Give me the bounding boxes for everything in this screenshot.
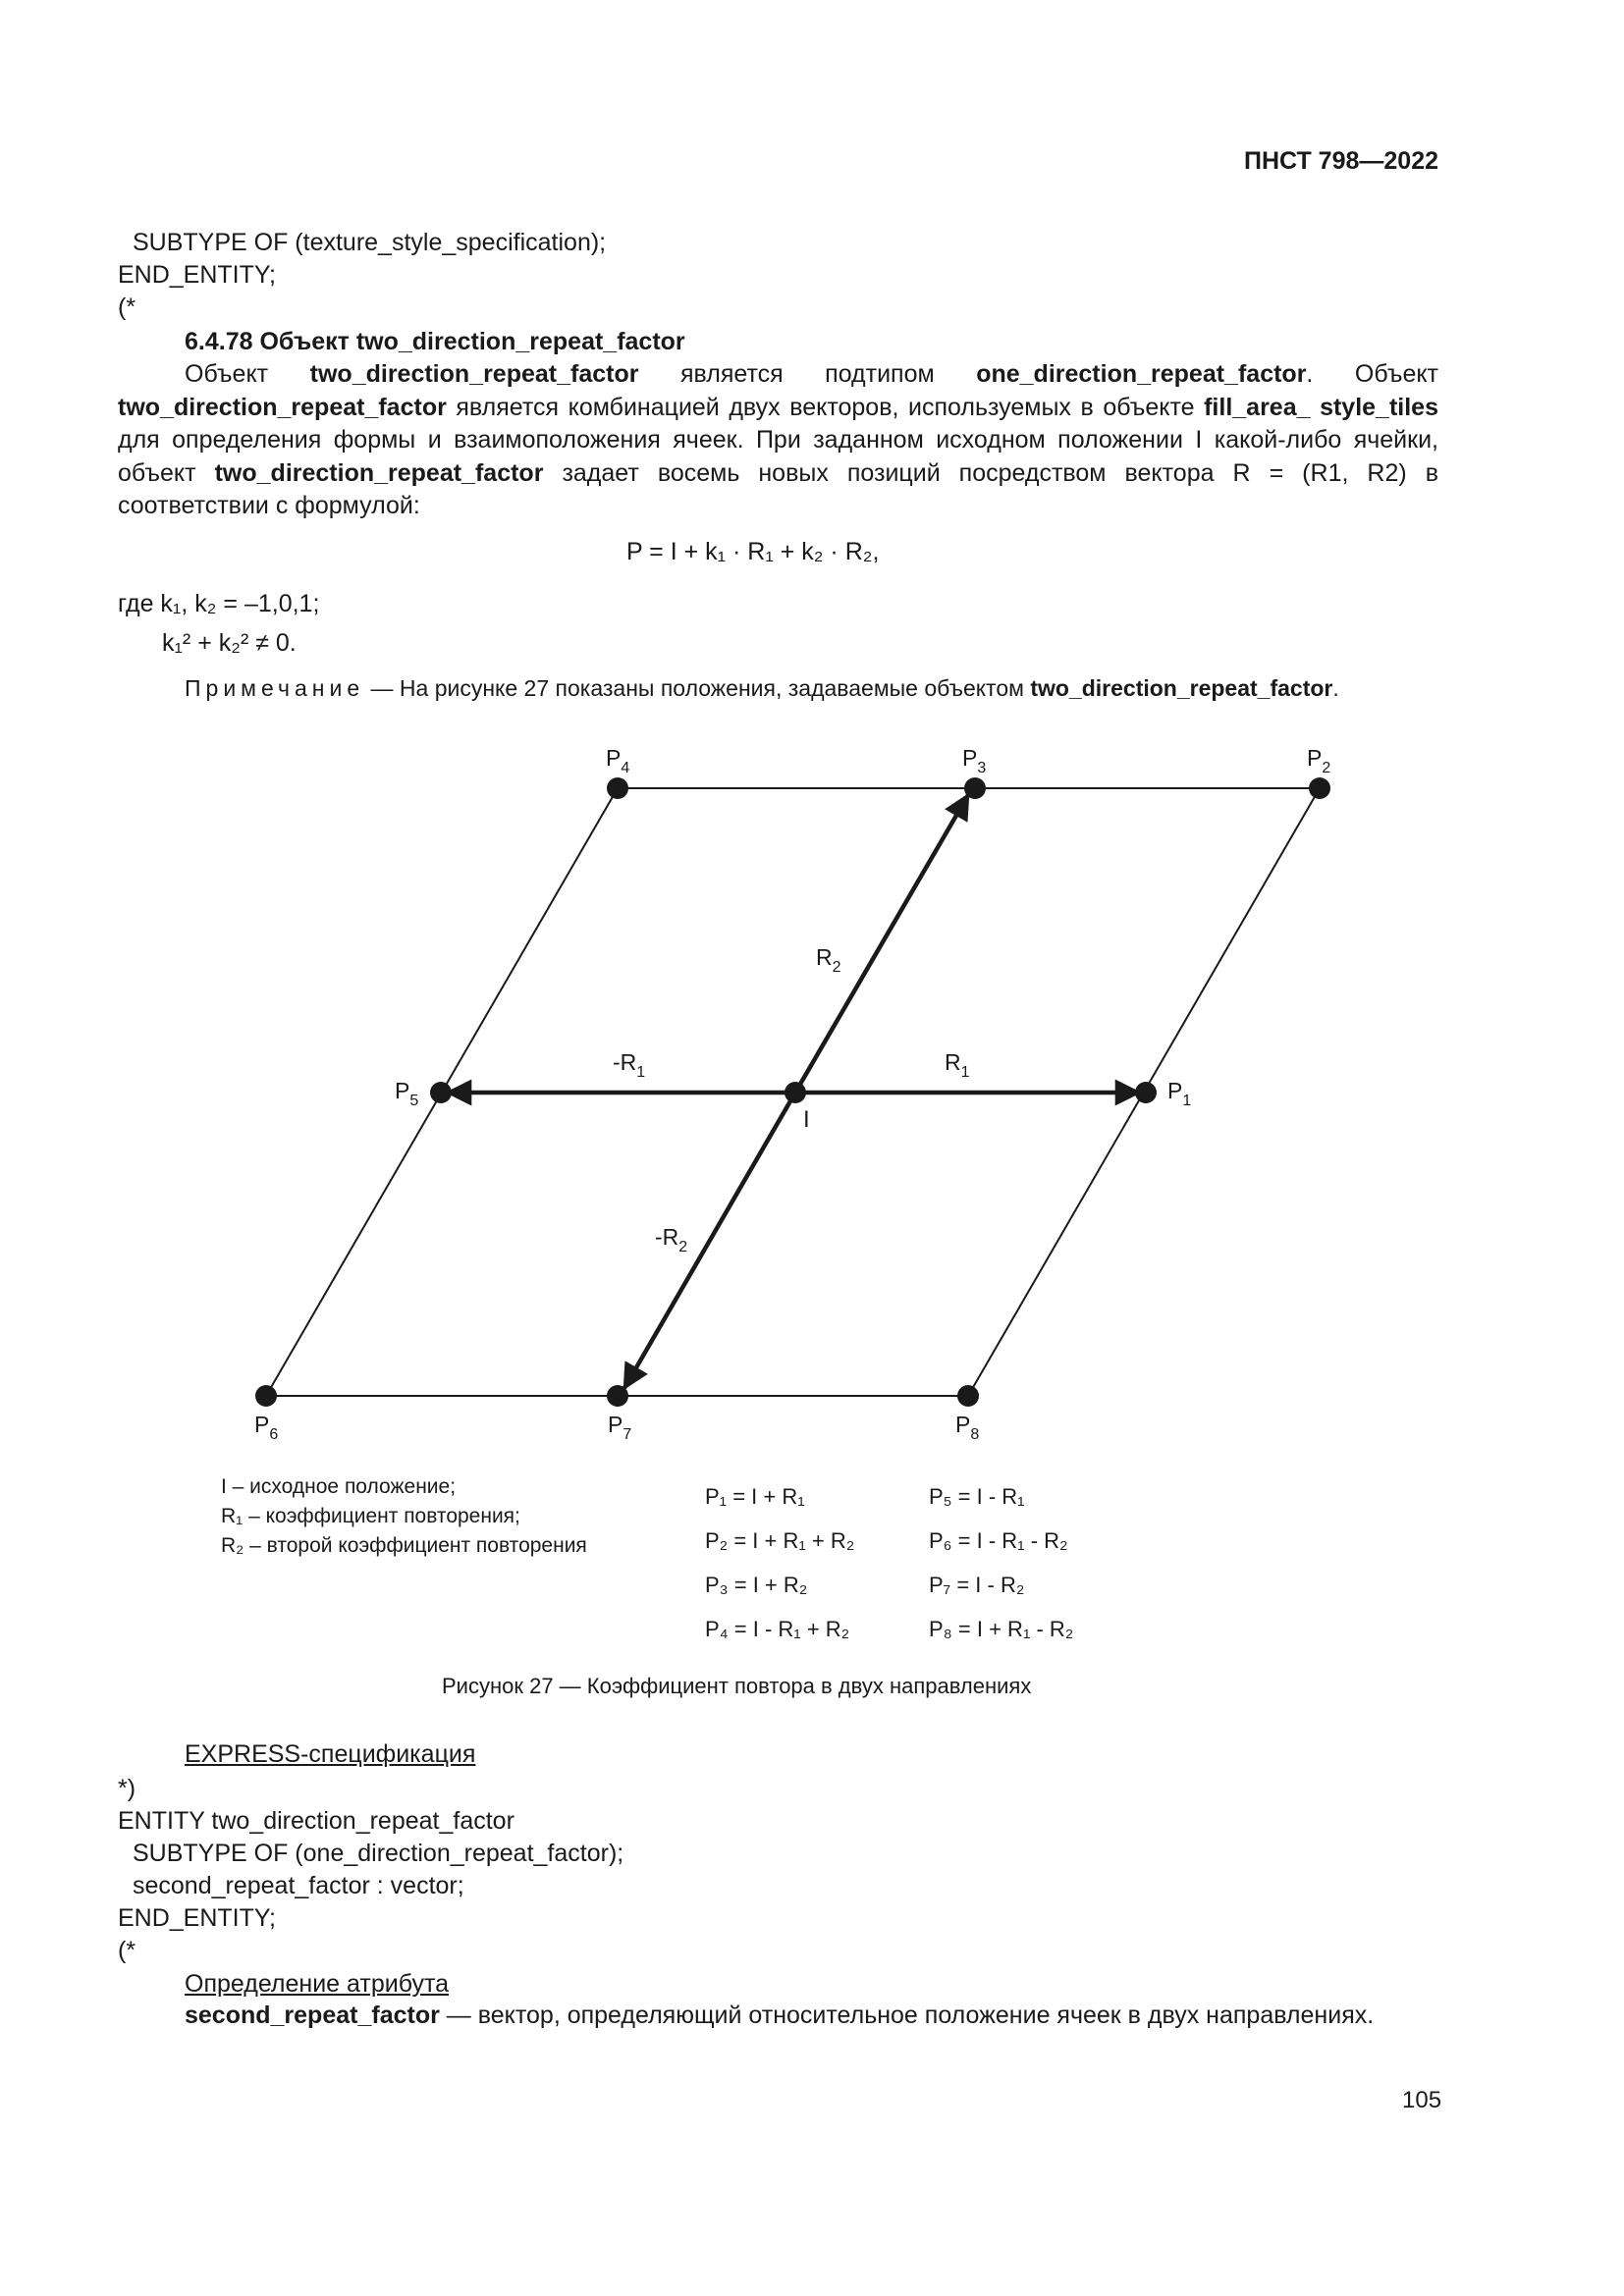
label-r2: $R_2$: [816, 944, 841, 976]
legend-item: I – исходное положение;: [221, 1475, 457, 1498]
label-p3: $P_3$: [962, 745, 987, 776]
equation: P₄ = I - R₁ + R₂: [705, 1617, 850, 1641]
attribute-name: second_repeat_factor: [185, 2002, 440, 2029]
label-p7: $P_7$: [608, 1412, 632, 1443]
page-number: 105: [1402, 2087, 1442, 2113]
point-p6: [255, 1385, 277, 1407]
label-p2: $P_2$: [1307, 745, 1331, 776]
note-text-end: .: [1332, 675, 1339, 701]
equation: P₂ = I + R₁ + R₂: [705, 1528, 855, 1553]
formula-condition: k₁² + k₂² ≠ 0.: [162, 629, 297, 657]
para-text: является комбинацией двух векторов, используемых в объекте: [446, 393, 1205, 421]
label-p8: $P_8$: [955, 1412, 980, 1443]
code-line-end-entity: END_ENTITY;: [118, 261, 276, 289]
figure-legend: [221, 1472, 587, 1561]
para-text: задает восемь новых позиций посредством вектора R = (R1, R2) в соответствии с формулой:: [118, 458, 1438, 519]
document-standard-number: ПНСТ 798—2022: [1244, 147, 1438, 175]
note-term: two_direction_repeat_factor: [1030, 675, 1333, 701]
para-term: fill_area_ style_tiles: [1204, 393, 1438, 421]
formula-main: P = I + k₁ · R₁ + k₂ · R₂,: [626, 538, 880, 565]
para-text: Объект: [185, 360, 310, 388]
label-neg-r2: $-R_2$: [655, 1224, 688, 1255]
point-p7: [607, 1385, 628, 1407]
label-p1: $P_1$: [1167, 1078, 1192, 1109]
figure-caption: Рисунок 27 — Коэффициент повтора в двух направлениях: [442, 1674, 1032, 1698]
point-p8: [957, 1385, 979, 1407]
point-p4: [607, 777, 628, 799]
express-line: SUBTYPE OF (one_direction_repeat_factor);: [133, 1840, 624, 1867]
para-term: one_direction_repeat_factor: [976, 360, 1307, 388]
para-term: two_direction_repeat_factor: [309, 360, 639, 388]
express-line: *): [118, 1775, 136, 1802]
equation: P₆ = I - R₁ - R₂: [929, 1528, 1068, 1553]
attribute-heading: Определение атрибута: [185, 1970, 450, 1998]
vector-neg-r2-arrow: [624, 1093, 795, 1388]
attribute-paragraph: [118, 2000, 1438, 2033]
label-p6: $P_6$: [254, 1412, 279, 1443]
label-neg-r1: $-R_1$: [613, 1049, 646, 1081]
express-line: (*: [118, 1937, 136, 1964]
label-p4: $P_4$: [606, 745, 630, 776]
para-text: для определения формы и взаимоположения ячеек. При заданном исходном положении I какой-либо ячейки, объект: [118, 426, 1438, 487]
label-r1: $R_1$: [945, 1049, 970, 1081]
note-label: Примечание: [185, 675, 365, 701]
equation: P₃ = I + R₂: [705, 1573, 808, 1597]
equations-right: [929, 1474, 1073, 1651]
label-origin: I: [803, 1106, 810, 1133]
para-term: two_direction_repeat_factor: [118, 393, 447, 421]
point-p2: [1309, 777, 1330, 799]
equations-left: [705, 1474, 854, 1651]
para-term: two_direction_repeat_factor: [214, 458, 544, 487]
para-text: . Объект: [1306, 360, 1439, 388]
point-origin: [785, 1082, 806, 1103]
equation: P₇ = I - R₂: [929, 1573, 1025, 1597]
attribute-text: — вектор, определяющий относительное положение ячеек в двух направлениях.: [439, 2002, 1375, 2029]
para-text: является подтипом: [638, 360, 977, 388]
point-p5: [430, 1082, 452, 1103]
code-line-subtype: SUBTYPE OF (texture_style_specification);: [133, 229, 607, 256]
code-line-comment-open: (*: [118, 294, 136, 321]
express-line: END_ENTITY;: [118, 1904, 276, 1932]
equation: P₈ = I + R₁ - R₂: [929, 1617, 1074, 1641]
legend-item: R₁ – коэффициент повторения;: [221, 1505, 520, 1527]
equation: P₁ = I + R₁: [705, 1484, 805, 1509]
legend-item: R₂ – второй коэффициент повторения: [221, 1534, 587, 1557]
section-heading: 6.4.78 Объект two_direction_repeat_factor: [185, 328, 685, 355]
equation: P₅ = I - R₁: [929, 1484, 1025, 1509]
express-line: ENTITY two_direction_repeat_factor: [118, 1807, 514, 1835]
formula-where: где k₁, k₂ = –1,0,1;: [118, 590, 320, 617]
point-p3: [964, 777, 986, 799]
label-p5: $P_5$: [395, 1078, 419, 1109]
express-line: second_repeat_factor : vector;: [133, 1872, 464, 1899]
note-text: — На рисунке 27 показаны положения, задаваемые объектом: [364, 675, 1031, 701]
express-heading: EXPRESS-спецификация: [185, 1740, 476, 1768]
point-p1: [1135, 1082, 1157, 1103]
